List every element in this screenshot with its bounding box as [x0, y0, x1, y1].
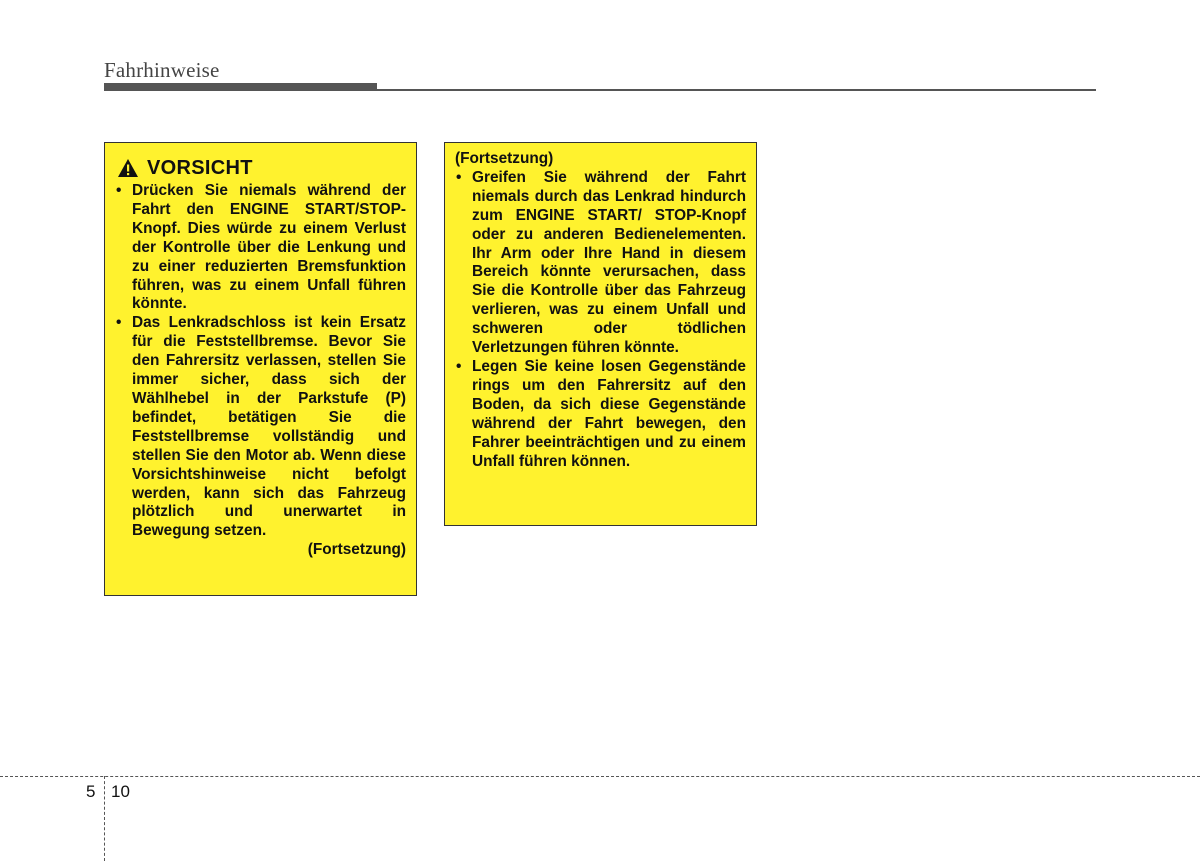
- caution-bullet-item: [455, 169, 746, 358]
- caution-bullet-item: [115, 314, 406, 541]
- footer-vertical-divider: [104, 776, 105, 861]
- chapter-number: 5: [86, 782, 96, 801]
- section-title: Fahrhinweise: [104, 58, 220, 82]
- continued-label: (Fortsetzung): [455, 150, 554, 167]
- page-number: 10: [111, 782, 130, 801]
- bullet-marker: •: [116, 314, 122, 332]
- bullet-marker: •: [116, 182, 122, 199]
- header-rule-thin: [377, 89, 1096, 91]
- caution-header: [117, 156, 406, 180]
- footer-divider: [0, 776, 1200, 777]
- warning-triangle-icon: [117, 158, 139, 178]
- caution-title: VORSICHT: [147, 156, 253, 179]
- caution-bullet-text: Das Lenkradschloss ist kein Ersatz für die Feststellbremse. Bevor Sie den Fahrersitz verlassen, stellen Sie immer sicher, dass sich der Wählhebel in der Parkstufe (P) befindet, betätigen Sie die Feststellbremse vollständig und stellen Sie den Motor ab. Wenn diese Vorsichtshinweise nicht befolgt werden, kann sich das Fahrzeug plötzlich und unerwartet in Bewegung setzen.: [132, 314, 406, 540]
- caution-bullet-list: [115, 182, 406, 541]
- bullet-marker: •: [456, 357, 462, 375]
- caution-bullet-text: Greifen Sie während der Fahrt niemals durch das Lenkrad hindurch zum ENGINE START/ STOP-Knopf oder zu anderen Bedienelementen. Ihr Arm oder Ihre Hand in diesem Bereich könnte verursachen, dass Sie die Kontrolle über das Fahrzeug verlieren, was zu einem Unfall und schweren oder tödlichen Verletzungen führen könnte.: [472, 168, 746, 357]
- caution-bullet-item: [455, 358, 746, 471]
- caution-box: [104, 142, 417, 596]
- bullet-marker: •: [456, 168, 462, 186]
- caution-bullet-text: Drücken Sie niemals während der Fahrt den ENGINE START/STOP-Knopf. Dies würde zu einem Verlust der Kontrolle über die Lenkung und zu einer reduzierten Bremsfunktion führen, was zu einem Unfall führen könnte.: [132, 182, 406, 313]
- caution-box-continued: [444, 142, 757, 526]
- continued-label: (Fortsetzung): [307, 541, 406, 559]
- caution-bullet-item: [115, 182, 406, 314]
- caution-bullet-list: [455, 169, 746, 472]
- caution-bullet-text: Legen Sie keine losen Gegenstände rings um den Fahrersitz auf den Boden, da sich diese Gegenstände während der Fahrt bewegen, den Fahrer beeinträchtigen und zu einem Unfall führen können.: [472, 357, 746, 470]
- header-rule-thick: [104, 83, 377, 91]
